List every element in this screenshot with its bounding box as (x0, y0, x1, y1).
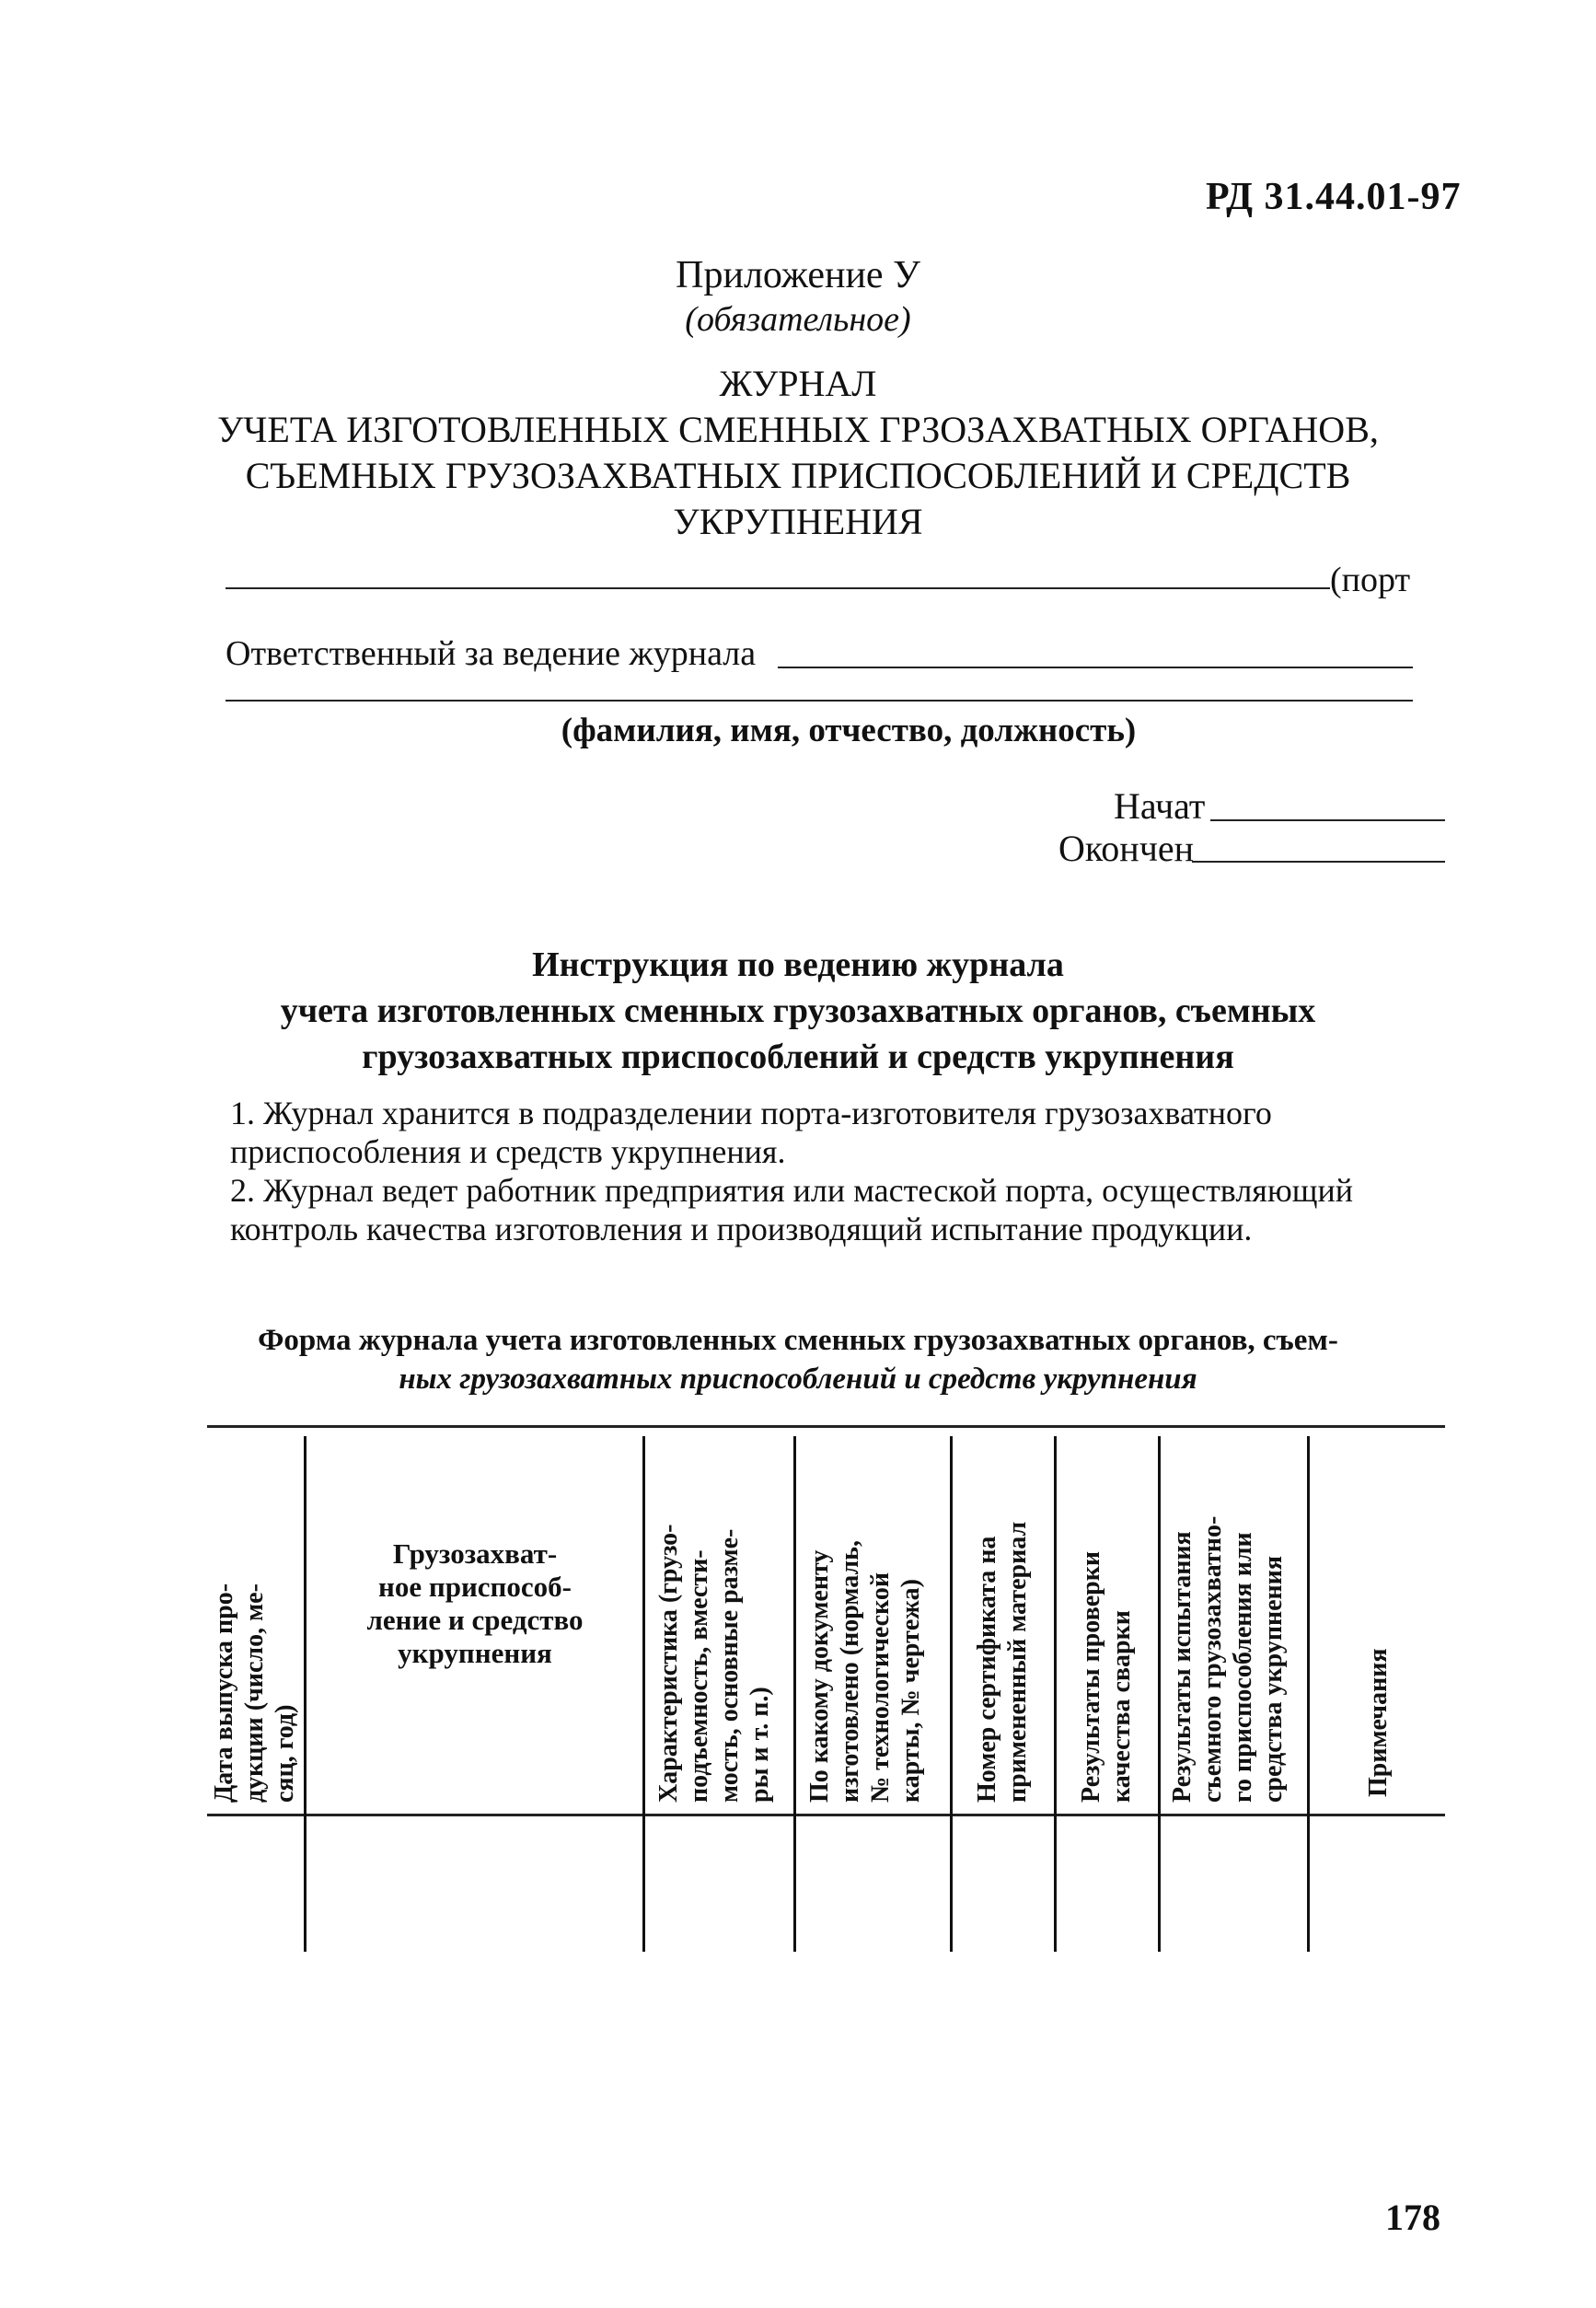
journal-title (0, 361, 1596, 545)
journal-title-line: УЧЕТА ИЗГОТОВЛЕННЫХ СМЕННЫХ ГРЗОЗАХВАТНЫХ ОРГАНОВ, (217, 409, 1379, 450)
column-header-line: изготовлено (нормаль, (836, 1540, 864, 1803)
form-title-line: ных грузозахватных приспособлений и средств укрупнения (399, 1363, 1197, 1396)
column-header-line: го приспособления или (1229, 1532, 1257, 1803)
form-title (0, 1321, 1596, 1398)
column-header-line: укрупнения (398, 1637, 552, 1669)
instructions-title-line: Инструкция по ведению журнала (532, 945, 1064, 984)
column-header-characteristics (648, 1436, 791, 1804)
column-header-line: ры и т. п.) (746, 1687, 774, 1803)
column-header-line: Характеристика (грузо- (654, 1524, 683, 1803)
column-header-line: карты, № чертежа) (896, 1579, 925, 1803)
responsible-second-line[interactable] (226, 700, 1413, 702)
responsible-label: Ответственный за ведение журнала (226, 634, 757, 673)
page-number: 178 (1385, 2197, 1440, 2238)
column-header-test-results (1163, 1436, 1303, 1804)
table-row[interactable] (207, 1818, 1445, 1952)
journal-title-line: ЖУРНАЛ (719, 363, 877, 404)
form-title-line: Форма журнала учета изготовленных сменных грузозахватных органов, съем- (258, 1324, 1338, 1357)
instruction-item-2: 2. Журнал ведет работник предприятия или мастеской порта, осуществляющий контроль качества изготовления и производящий испытание продукции. (230, 1172, 1353, 1247)
responsible-blank-line[interactable] (778, 667, 1413, 668)
column-header-notes (1313, 1436, 1445, 1804)
document-code: РД 31.44.01-97 (1206, 176, 1462, 218)
column-header-line: примененный материал (1003, 1521, 1032, 1803)
instructions-title-line: учета изготовленных сменных грузозахватных органов, съемных (280, 992, 1316, 1030)
port-suffix: (порт (1330, 561, 1411, 599)
journal-title-line: УКРУПНЕНИЯ (673, 501, 923, 542)
appendix-note: (обязательное) (685, 300, 911, 339)
column-header-line: Примечания (1364, 1648, 1393, 1797)
column-header-line: Номер сертификата на (973, 1536, 1001, 1803)
column-header-welding (1059, 1436, 1155, 1804)
column-header-line: средства укрупнения (1259, 1556, 1288, 1803)
started-label: Начат (1114, 785, 1206, 827)
column-header-line: Грузозахват- (392, 1537, 558, 1570)
column-header-document (799, 1436, 946, 1804)
column-header-line: № технологической (866, 1572, 895, 1803)
finished-label: Окончен (1058, 828, 1194, 869)
column-header-line: Результаты проверки (1077, 1551, 1105, 1803)
column-header-line: ное приспособ- (377, 1571, 572, 1603)
column-header-line: съемного грузозахватно- (1198, 1515, 1227, 1803)
column-header-line: Дата выпуска про- (210, 1583, 238, 1803)
column-header-line: ление и средство (366, 1604, 584, 1636)
finished-blank-line[interactable] (1192, 861, 1445, 863)
column-header-line: По какому документу (805, 1549, 834, 1803)
column-header-line: сяц, год) (271, 1704, 299, 1803)
instructions-title (0, 942, 1596, 1080)
table-top-border (207, 1425, 1445, 1428)
instructions-title-line: грузозахватных приспособлений и средств укрупнения (362, 1038, 1234, 1076)
started-blank-line[interactable] (1210, 819, 1445, 821)
instruction-item-1: 1. Журнал хранится в подразделении порта-изготовителя грузозахватного приспособления и средств укрупнения. (230, 1095, 1272, 1170)
journal-title-line: СЪЕМНЫХ ГРУЗОЗАХВАТНЫХ ПРИСПОСОБЛЕНИЙ И СРЕДСТВ (245, 455, 1351, 496)
column-header-line: подъемность, вмести- (685, 1549, 713, 1803)
fio-caption: (фамилия, имя, отчество, должность) (561, 712, 1137, 749)
column-header-line: дукции (число, ме- (240, 1583, 269, 1803)
column-header-line: мость, основные разме- (715, 1528, 744, 1803)
column-header-certificate (955, 1436, 1051, 1804)
table-header-bottom-border (207, 1814, 1445, 1816)
column-header-device (309, 1537, 641, 1670)
appendix-label: Приложение У (676, 254, 920, 296)
column-header-line: качества сварки (1107, 1610, 1136, 1803)
port-blank-line[interactable] (226, 587, 1330, 589)
column-header-date (207, 1436, 299, 1804)
column-header-line: Результаты испытания (1168, 1531, 1197, 1803)
